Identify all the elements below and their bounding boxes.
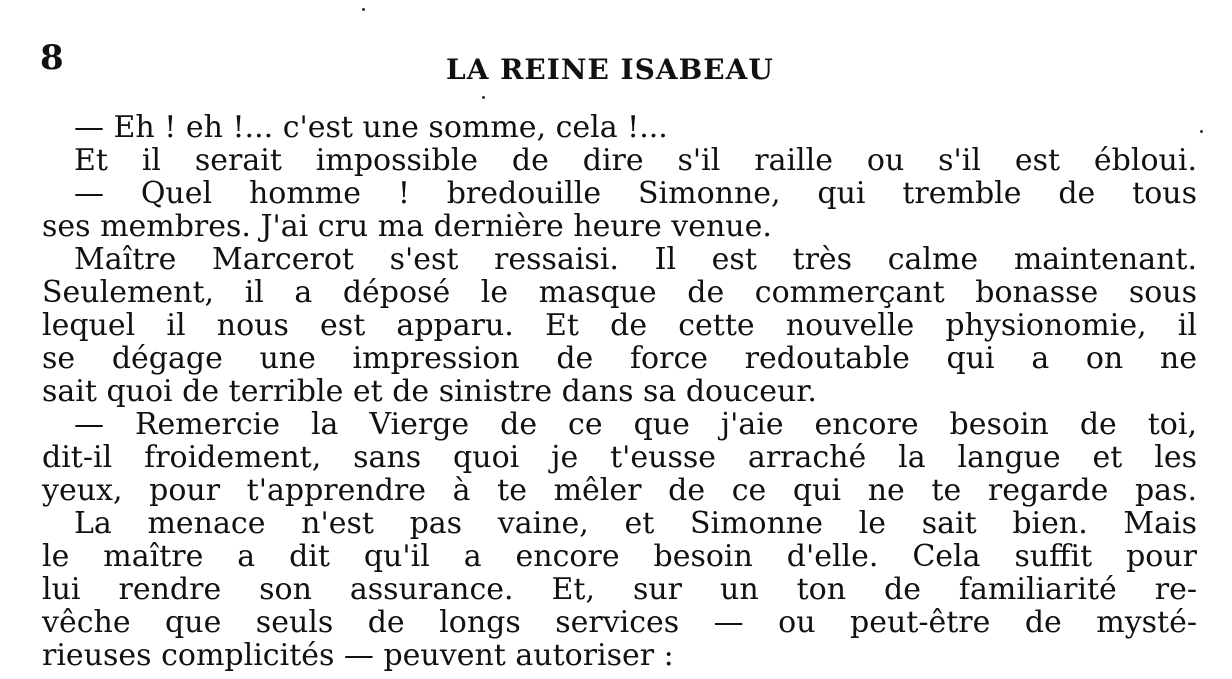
text-line: le maître a dit qu'il a encore besoin d'elle. Cela suffit pour — [42, 539, 1197, 574]
text-line: yeux, pour t'apprendre à te mêler de ce qui ne te regarde pas. — [42, 473, 1197, 508]
text-line: Et il serait impossible de dire s'il raille ou s'il est ébloui. — [74, 143, 1197, 178]
body-text — [42, 111, 1197, 672]
text-line: sait quoi de terrible et de sinistre dans sa douceur. — [42, 374, 817, 409]
text-line: rieuses complicités — peuvent autoriser : — [42, 638, 674, 673]
page-number: 8 — [40, 38, 64, 78]
text-line: Seulement, il a déposé le masque de commerçant bonasse sous — [42, 275, 1197, 310]
scan-speck — [482, 96, 485, 99]
text-line: ses membres. J'ai cru ma dernière heure venue. — [42, 209, 772, 244]
scan-speck — [362, 8, 365, 11]
text-line: se dégage une impression de force redoutable qui a on ne — [42, 341, 1197, 376]
text-line: lequel il nous est apparu. Et de cette nouvelle physionomie, il — [42, 308, 1197, 343]
text-line: La menace n'est pas vaine, et Simonne le sait bien. Mais — [74, 506, 1197, 541]
text-line: — Remercie la Vierge de ce que j'aie encore besoin de toi, — [74, 407, 1197, 442]
text-line: — Quel homme ! bredouille Simonne, qui tremble de tous — [74, 176, 1197, 211]
text-line: dit-il froidement, sans quoi je t'eusse arraché la langue et les — [42, 440, 1197, 475]
text-line: vêche que seuls de longs services — ou peut-être de mysté- — [42, 605, 1197, 640]
text-line: — Eh ! eh !... c'est une somme, cela !... — [74, 110, 668, 145]
running-title: LA REINE ISABEAU — [446, 53, 774, 86]
text-line: Maître Marcerot s'est ressaisi. Il est très calme maintenant. — [74, 242, 1197, 277]
text-line: lui rendre son assurance. Et, sur un ton de familiarité re- — [42, 572, 1197, 607]
scan-speck — [1200, 130, 1203, 133]
